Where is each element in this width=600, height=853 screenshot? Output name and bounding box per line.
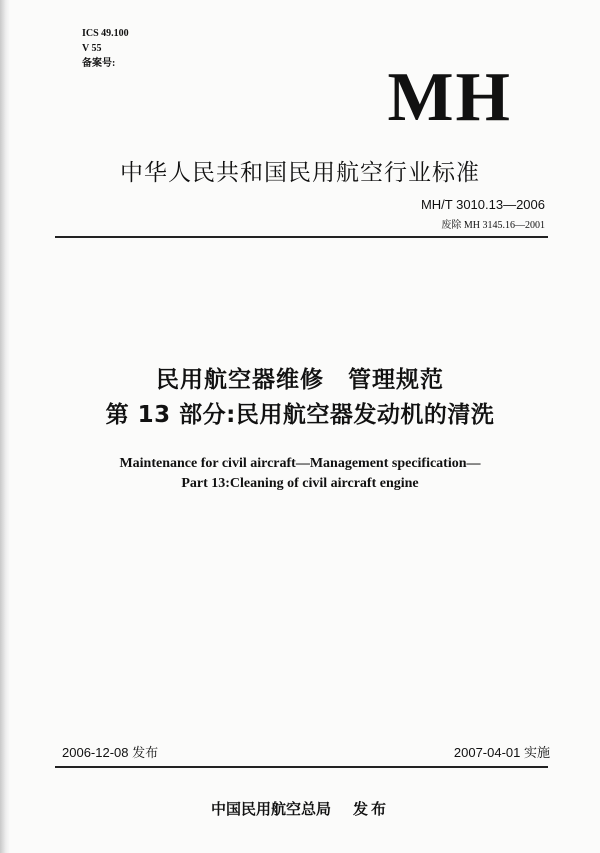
publish-label: 发布 (353, 800, 390, 818)
ics-code: ICS 49.100 (82, 28, 129, 39)
standard-number: MH/T 3010.13—2006 (420, 197, 545, 212)
implementation-date: 2007-04-01 实施 (453, 745, 550, 760)
record-number: 备案号: (82, 58, 116, 69)
bottom-divider (55, 766, 548, 768)
publisher-line (0, 798, 600, 819)
mh-logo: MH (387, 59, 512, 136)
chinese-title-line-1: 民用航空器维修 管理规范 (156, 367, 444, 393)
class-code: V 55 (82, 43, 102, 54)
standard-category-title: 中华人民共和国民用航空行业标准 (120, 160, 480, 186)
issue-date: 2006-12-08 发布 (62, 745, 159, 760)
replaced-standard: 废除 MH 3145.16—2001 (441, 220, 545, 231)
classification-block (82, 26, 129, 71)
chinese-title-line-2: 第 13 部分:民用航空器发动机的清洗 (105, 402, 495, 428)
publisher-name: 中国民用航空总局 (210, 800, 331, 818)
english-title-line-1: Maintenance for civil aircraft—Management specification— (119, 456, 481, 471)
english-title-line-2: Part 13:Cleaning of civil aircraft engine (181, 476, 419, 491)
top-divider (55, 236, 548, 238)
